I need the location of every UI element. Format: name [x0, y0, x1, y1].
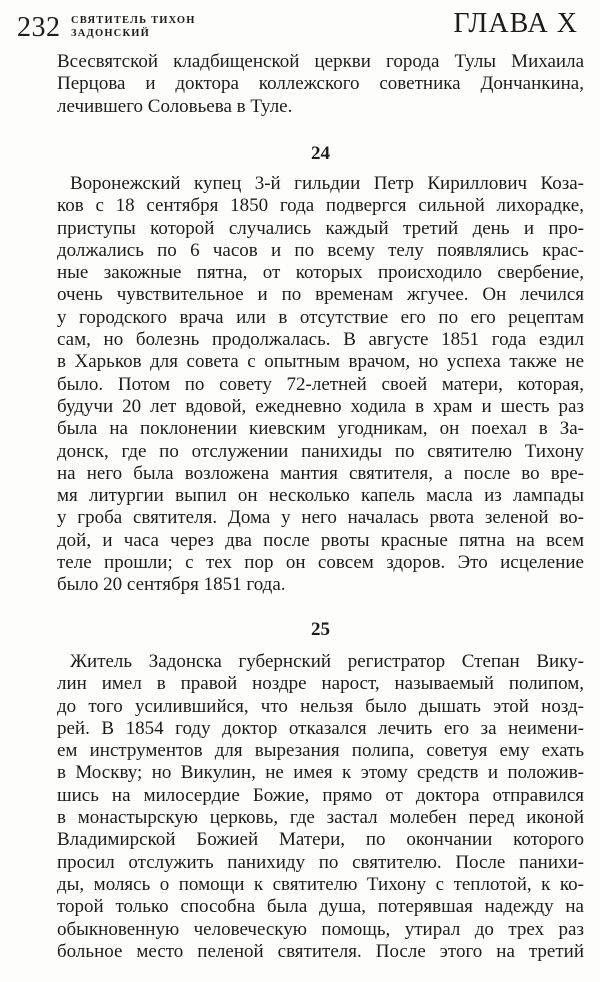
text-line: Всесвятской кладбищенской церкви города Тулы Михаила [57, 51, 584, 72]
text-line: сам, но болезнь продолжалась. В августе 1851 года ездил [57, 329, 584, 351]
paragraph-section-24 [57, 173, 584, 597]
text-line: до того усилившийся, что нельзя было дышать этой нозд- [57, 695, 584, 717]
text-line: Житель Задонска губернский регистратор Степан Вику- [70, 651, 584, 672]
section-number-24: 24 [311, 143, 330, 164]
text-line: должались по 6 часов и по всему телу появлялись крас- [57, 239, 584, 261]
text-line: ды, молясь о помощи к святителю Тихону с теплотой, к ко- [57, 873, 584, 895]
section-number-25: 25 [311, 619, 330, 640]
text-column [57, 0, 584, 982]
text-line: больное место пеленой святителя. После этого на третий [57, 940, 584, 962]
running-title-line2: ЗАДОНСКИЙ [71, 27, 151, 39]
text-line: теле прошли; с тех пор он совсем здоров. Это исцеление [57, 552, 584, 574]
text-line: было. Потом по совету 72-летней своей матери, которая, [57, 373, 584, 395]
text-line: было 20 сентября 1851 года. [57, 574, 286, 596]
text-line: у городского врача или в отсутствие его по его рецептам [57, 306, 584, 328]
text-line: была на поклонении киевским угодникам, он поехал в За- [57, 418, 584, 440]
text-line: очень чувствительное и по временам жгучее. Он лечился [57, 284, 584, 306]
text-line: дой, и часа через два после рвоты красные пятна на всем [57, 529, 584, 551]
text-line: ем инструментов для вырезания полипа, советуя ему ехать [57, 740, 584, 762]
text-line: в монастырскую церковь, где застал молебен перед иконой [57, 807, 584, 829]
text-line: обыкновенную человеческую помощь, утирал до трех раз [57, 918, 584, 940]
text-line: в Москву; но Викулин, не имея к этому средств и положив- [57, 762, 584, 784]
paragraph-continuation [57, 51, 584, 118]
paragraph-section-25 [57, 651, 584, 963]
text-line: просил отслужить панихиду по святителю. После панихи- [57, 851, 584, 873]
text-line: торой только способна была душа, потерявшая надежду на [57, 896, 584, 918]
chapter-heading: ГЛАВА X [453, 8, 578, 39]
text-line: лин имел в правой ноздре нарост, называемый полипом, [57, 673, 584, 695]
text-line: рей. В 1854 году доктор отказался лечить его за неимени- [57, 717, 584, 739]
text-line: Владимирской Божией Матери, по окончании которого [57, 829, 584, 851]
text-line: ные закожные пятна, от которых происходило свербение, [57, 262, 584, 284]
text-line: Воронежский купец 3-й гильдии Петр Кириллович Коза- [70, 173, 584, 194]
text-line: будучи 20 лет вдовой, ежедневно ходила в храм и шесть раз [57, 395, 584, 417]
text-line: Перцова и доктора коллежского советника Дончанкина, [57, 73, 584, 95]
text-line: приступы которой случались каждый третий день и про- [57, 217, 584, 239]
text-line: в Харьков для совета с опытным врачом, но успеха также не [57, 351, 584, 373]
text-line: шись на милосердие Божие, прямо от доктора отправился [57, 784, 584, 806]
text-line: ков с 18 сентября 1850 года подвергся сильной лихорадке, [57, 195, 584, 217]
text-line: на него была возложена мантия святителя, а после во вре- [57, 462, 584, 484]
text-line: мя литургии выпил он несколько капель масла из лампады [57, 485, 584, 507]
page-number: 232 [17, 12, 61, 43]
text-line: лечившего Соловьева в Туле. [57, 95, 293, 117]
text-line: у гроба святителя. Дома у него началась рвота зеленой во- [57, 507, 584, 529]
running-title-line1: СВЯТИТЕЛЬ ТИХОН [71, 15, 196, 26]
text-line: донск, где по отслужении панихиды по святителю Тихону [57, 440, 584, 462]
